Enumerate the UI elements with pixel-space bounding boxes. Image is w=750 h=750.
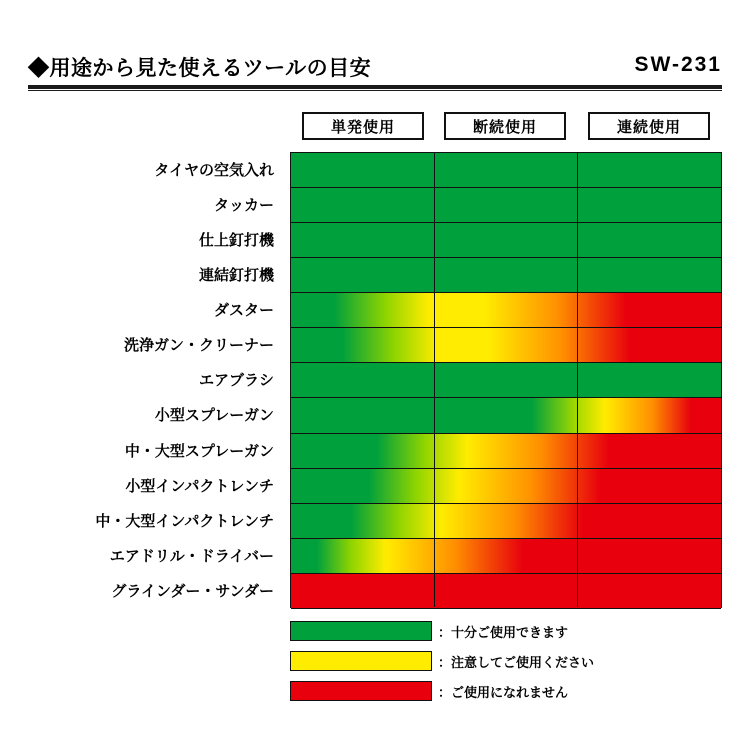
- legend-label: ：十分ご使用できます: [438, 624, 569, 640]
- table-row: [291, 153, 721, 188]
- row-gradient-fill: [291, 434, 721, 468]
- table-row: [291, 469, 721, 504]
- table-row: [291, 223, 721, 258]
- column-header-2: [444, 112, 566, 140]
- row-gradient-fill: [291, 504, 721, 538]
- column-header-label: 連続使用: [616, 118, 681, 136]
- table-row: [291, 328, 721, 363]
- table-row: [291, 574, 721, 609]
- legend-item-red: [290, 680, 722, 702]
- legend-item-green: [290, 620, 722, 642]
- table-row: [291, 434, 721, 469]
- column-header-label: 断続使用: [472, 118, 537, 136]
- product-code: SW-231: [634, 53, 722, 76]
- legend-item-yellow: [290, 650, 722, 672]
- column-separator-1: [434, 153, 435, 607]
- row-label: 洗浄ガン・クリーナー: [123, 337, 274, 355]
- table-row: [291, 293, 721, 328]
- row-gradient-fill: [291, 258, 721, 292]
- legend-swatch-red: [290, 681, 432, 701]
- row-gradient-fill: [291, 223, 721, 257]
- table-row: [291, 539, 721, 574]
- row-gradient-fill: [291, 363, 721, 397]
- row-gradient-fill: [291, 539, 721, 573]
- legend-label: ：ご使用になれません: [438, 684, 569, 700]
- row-label: タイヤの空気入れ: [154, 162, 274, 180]
- row-label: ダスター: [213, 302, 274, 320]
- row-label: エアブラシ: [198, 372, 274, 390]
- legend-swatch-green: [290, 621, 432, 641]
- row-gradient-fill: [291, 188, 721, 222]
- row-gradient-fill: [291, 574, 721, 608]
- table-row: [291, 258, 721, 293]
- column-header-label: 単発使用: [330, 118, 395, 136]
- row-label: 小型スプレーガン: [154, 407, 274, 425]
- table-row: [291, 363, 721, 398]
- legend: [290, 620, 722, 710]
- row-label: 連結釘打機: [198, 267, 274, 285]
- row-gradient-fill: [291, 293, 721, 327]
- header-divider: [28, 85, 722, 89]
- chart-header: [28, 52, 722, 94]
- row-label: タッカー: [213, 197, 274, 215]
- table-row: [291, 504, 721, 539]
- page-title: ◆用途から見た使えるツールの目安: [28, 57, 372, 80]
- row-label: グラインダー・サンダー: [111, 582, 274, 600]
- row-gradient-fill: [291, 398, 721, 432]
- column-separator-2: [577, 153, 578, 607]
- legend-label: ：注意してご使用ください: [438, 654, 595, 670]
- row-label: 中・大型スプレーガン: [124, 442, 274, 460]
- table-row: [291, 398, 721, 433]
- row-label: 中・大型インパクトレンチ: [95, 512, 274, 530]
- usage-matrix: [290, 152, 722, 608]
- row-label: 仕上釘打機: [198, 232, 274, 250]
- legend-swatch-yellow: [290, 651, 432, 671]
- row-gradient-fill: [291, 328, 721, 362]
- column-header-3: [588, 112, 710, 140]
- row-label: エアドリル・ドライバー: [109, 547, 274, 565]
- row-label-list: [0, 152, 282, 608]
- row-gradient-fill: [291, 469, 721, 503]
- column-header-1: [302, 112, 424, 140]
- row-label: 小型インパクトレンチ: [125, 477, 274, 495]
- table-row: [291, 188, 721, 223]
- row-gradient-fill: [291, 153, 721, 187]
